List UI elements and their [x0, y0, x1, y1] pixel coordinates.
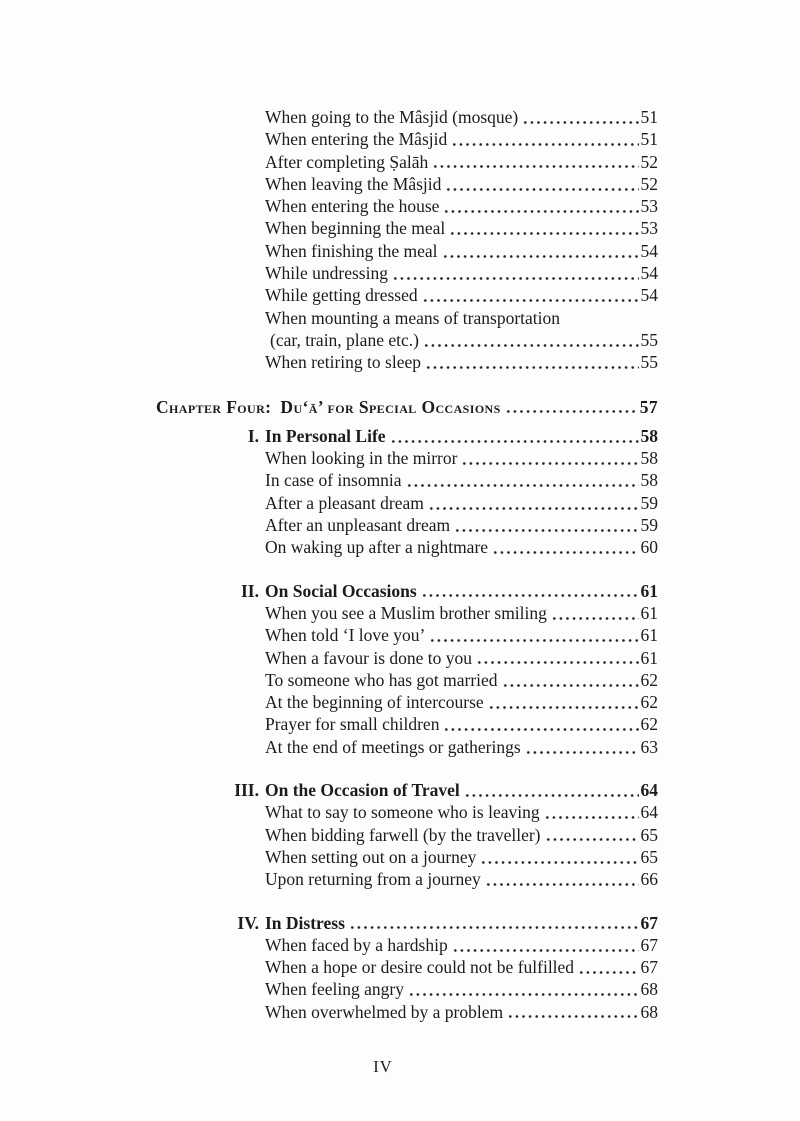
section-numeral: III. — [234, 780, 259, 801]
entry-page: 68 — [640, 979, 658, 1000]
dot-leader — [505, 396, 638, 418]
dot-leader — [449, 217, 638, 239]
section-title: On the Occasion of Travel — [265, 780, 460, 801]
dot-leader — [578, 956, 638, 978]
entry-label: At the beginning of intercourse — [265, 692, 484, 713]
toc-entry — [265, 106, 658, 128]
entry-page: 59 — [640, 492, 658, 513]
chapter-heading — [156, 396, 658, 418]
toc-entry — [265, 846, 658, 868]
section-title: In Personal Life — [265, 425, 386, 446]
dot-leader — [445, 173, 638, 195]
toc-entry — [265, 351, 658, 373]
dot-leader — [502, 669, 639, 691]
toc-entry — [265, 736, 658, 758]
dot-leader — [392, 262, 639, 284]
entry-label: What to say to someone who is leaving — [265, 802, 540, 823]
dot-leader — [492, 536, 638, 558]
entry-label: When going to the Mâsjid (mosque) — [265, 107, 519, 127]
entry-label: At the end of meetings or gatherings — [265, 736, 521, 757]
toc-entry-wrapped-first-line — [265, 307, 658, 329]
dot-leader — [480, 846, 638, 868]
section-page: 58 — [640, 425, 658, 446]
toc-entry — [265, 284, 658, 306]
entry-label: When retiring to sleep — [265, 352, 421, 373]
entry-page: 62 — [640, 714, 658, 735]
section-heading — [200, 425, 658, 447]
entry-page: 51 — [640, 129, 658, 150]
section-personal-life — [200, 425, 658, 559]
toc-entry — [265, 447, 658, 469]
dot-leader — [544, 801, 639, 823]
entry-page: 59 — [640, 515, 658, 536]
entry-page: 67 — [640, 957, 658, 978]
toc-entry — [265, 868, 658, 890]
entry-page: 58 — [640, 448, 658, 469]
entry-page: 61 — [640, 647, 658, 668]
toc-entry — [265, 469, 658, 491]
dot-leader — [423, 329, 639, 351]
entry-label: When leaving the Mâsjid — [265, 173, 442, 194]
entry-label: When mounting a means of transportation — [265, 307, 560, 328]
toc-entry — [265, 956, 658, 978]
chapter-label: Chapter Four: — [156, 396, 272, 417]
entry-label: After an unpleasant dream — [265, 515, 451, 536]
entry-page: 55 — [640, 352, 658, 373]
entry-page: 54 — [640, 240, 658, 261]
toc-entry — [265, 801, 658, 823]
entry-label: When entering the house — [265, 196, 440, 217]
entry-page: 58 — [640, 470, 658, 491]
dot-leader — [485, 868, 639, 890]
section-numeral: IV. — [237, 912, 259, 933]
section-social-occasions — [200, 580, 658, 758]
toc-entry — [265, 691, 658, 713]
entry-label: Upon returning from a journey — [265, 869, 481, 890]
entry-label: When bidding farwell (by the traveller) — [265, 824, 541, 845]
toc-entry — [265, 217, 658, 239]
section-page: 67 — [640, 912, 658, 933]
dot-leader — [522, 106, 638, 128]
entry-page: 60 — [640, 537, 658, 558]
dot-leader — [525, 736, 639, 758]
entry-label: When you see a Muslim brother smiling — [265, 602, 547, 623]
entry-page: 67 — [640, 934, 658, 955]
toc-entry — [265, 240, 658, 262]
dot-leader — [428, 492, 639, 514]
toc-entry — [265, 195, 658, 217]
toc-entry — [265, 624, 658, 646]
dot-leader — [390, 425, 639, 447]
toc-entry — [265, 1001, 658, 1023]
entry-label: After completing Ṣalāh — [265, 151, 429, 172]
toc-entry — [265, 713, 658, 735]
dot-leader — [442, 240, 639, 262]
toc-entry — [265, 173, 658, 195]
section-travel — [200, 779, 658, 890]
toc-entry — [265, 151, 658, 173]
dot-leader — [422, 284, 639, 306]
entry-page: 66 — [640, 869, 658, 890]
entry-label: (car, train, plane etc.) — [270, 329, 419, 350]
dot-leader — [545, 824, 639, 846]
dot-leader — [461, 447, 638, 469]
dot-leader — [451, 128, 638, 150]
entry-label: When beginning the meal — [265, 218, 446, 239]
entry-page: 62 — [640, 692, 658, 713]
entry-page: 53 — [640, 196, 658, 217]
entry-page: 65 — [640, 824, 658, 845]
dot-leader — [464, 779, 639, 801]
dot-leader — [443, 195, 638, 217]
dot-leader — [551, 602, 639, 624]
entry-label: When a hope or desire could not be fulfilled — [265, 957, 575, 978]
dot-leader — [432, 151, 638, 173]
page-footer — [0, 1057, 766, 1077]
entry-label: When faced by a hardship — [265, 934, 448, 955]
entry-label: On waking up after a nightmare — [265, 537, 489, 558]
table-of-contents — [0, 106, 800, 1023]
toc-entry — [265, 514, 658, 536]
entry-page: 63 — [640, 736, 658, 757]
entry-label: While getting dressed — [265, 285, 418, 306]
entry-page: 55 — [640, 329, 658, 350]
chapter-page: 57 — [639, 396, 658, 417]
entry-page: 51 — [640, 107, 658, 127]
toc-entry — [265, 492, 658, 514]
dot-leader — [488, 691, 639, 713]
toc-entry — [265, 647, 658, 669]
toc-entry — [265, 669, 658, 691]
dot-leader — [452, 934, 639, 956]
toc-entry — [265, 128, 658, 150]
entry-page: 68 — [640, 1001, 658, 1022]
entry-page: 61 — [640, 602, 658, 623]
dot-leader — [476, 647, 638, 669]
section-distress — [200, 912, 658, 1023]
toc-entry — [265, 536, 658, 558]
section-numeral: I. — [247, 425, 259, 446]
toc-entry — [265, 262, 658, 284]
entry-page: 52 — [640, 173, 658, 194]
section-heading — [200, 580, 658, 602]
entry-page: 54 — [640, 285, 658, 306]
dot-leader — [429, 624, 638, 646]
section-title: In Distress — [265, 912, 345, 933]
entry-label: When a favour is done to you — [265, 647, 473, 668]
dot-leader — [406, 469, 639, 491]
entry-page: 52 — [640, 151, 658, 172]
entry-page: 62 — [640, 669, 658, 690]
section-title: On Social Occasions — [265, 580, 417, 601]
entry-label: While undressing — [265, 263, 388, 284]
entry-page: 53 — [640, 218, 658, 239]
toc-list-continuation — [265, 106, 658, 374]
dot-leader — [421, 580, 639, 602]
section-heading — [200, 779, 658, 801]
entry-page: 65 — [640, 846, 658, 867]
entry-label: When feeling angry — [265, 979, 404, 1000]
entry-label: When looking in the mirror — [265, 448, 458, 469]
section-page: 61 — [640, 580, 658, 601]
section-heading — [200, 912, 658, 934]
entry-label: When setting out on a journey — [265, 846, 477, 867]
toc-entry — [265, 824, 658, 846]
dot-leader — [443, 713, 638, 735]
entry-label: In case of insomnia — [265, 470, 402, 491]
section-numeral: II. — [241, 580, 259, 601]
entry-label: When entering the Mâsjid — [265, 129, 448, 150]
toc-entry — [265, 602, 658, 624]
dot-leader — [349, 912, 639, 934]
entry-label: When overwhelmed by a problem — [265, 1001, 504, 1022]
section-page: 64 — [640, 780, 658, 801]
toc-entry-wrapped-second-line — [265, 329, 658, 351]
entry-label: After a pleasant dream — [265, 492, 424, 513]
entry-page: 61 — [640, 625, 658, 646]
toc-entry — [265, 978, 658, 1000]
toc-entry — [265, 934, 658, 956]
entry-page: 54 — [640, 263, 658, 284]
dot-leader — [454, 514, 638, 536]
entry-label: To someone who has got married — [265, 669, 498, 690]
dot-leader — [507, 1001, 638, 1023]
dot-leader — [425, 351, 639, 373]
page-footer-number: IV — [373, 1057, 393, 1076]
entry-label: When told ‘I love you’ — [265, 625, 426, 646]
entry-label: Prayer for small children — [265, 714, 440, 735]
chapter-title: Du‘ā’ for Special Occasions — [280, 396, 501, 417]
dot-leader — [408, 978, 639, 1000]
entry-page: 64 — [640, 802, 658, 823]
entry-label: When finishing the meal — [265, 240, 438, 261]
